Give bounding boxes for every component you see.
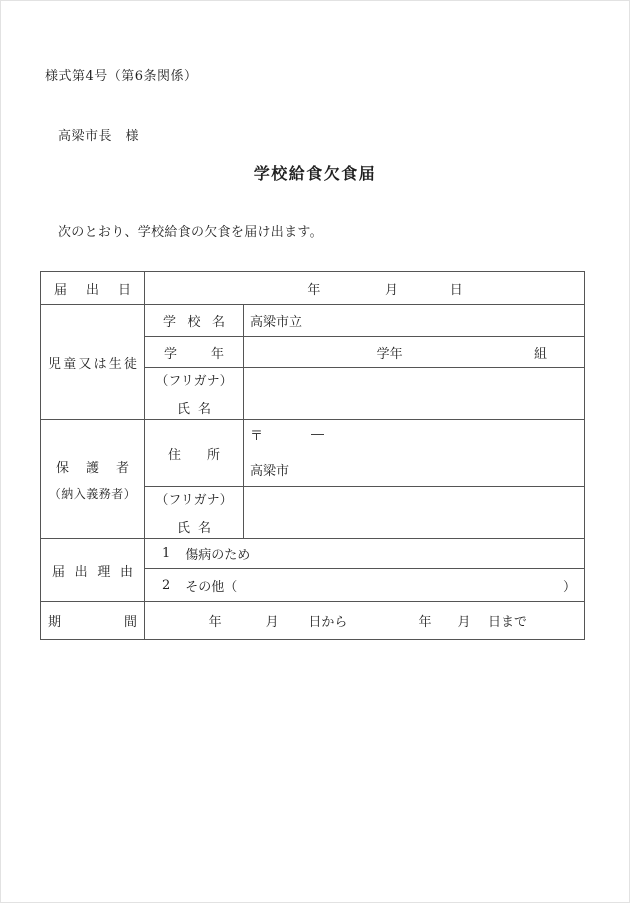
guardian-name-label-cell	[145, 487, 244, 539]
period-from-month-label: 月	[265, 615, 279, 630]
guardian-section-sublabel: （納入義務者）	[48, 486, 137, 501]
addressee: 高梁市長 様	[58, 129, 140, 144]
address-value-cell	[244, 420, 585, 487]
period-blank-line	[145, 611, 584, 630]
period-to-day-label: 日まで	[488, 615, 528, 630]
reason-option1-number: 1	[162, 546, 171, 561]
guardian-section-label: 保 護 者	[56, 460, 129, 476]
reason-option2	[145, 576, 584, 595]
form-number: 様式第4号（第6条関係）	[45, 69, 198, 84]
period-row	[41, 602, 585, 640]
class-suffix-label: 組	[534, 346, 548, 362]
report-date-label: 届 出 日	[54, 282, 131, 298]
report-date-year-label: 年	[307, 282, 321, 298]
reason-section-label: 届 出 理 由	[52, 564, 133, 580]
report-date-value-cell	[145, 272, 585, 305]
school-name-value-cell	[244, 305, 585, 337]
student-section-label-cell	[41, 305, 145, 420]
guardian-name-value-cell	[244, 487, 585, 539]
reason-option2-number: 2	[162, 577, 171, 593]
reason-section-label-cell	[41, 539, 145, 602]
address-value-block	[244, 420, 584, 486]
reason-option2-cell	[145, 569, 585, 602]
reason-option1-row	[41, 539, 585, 569]
reason-option1-text: 傷病のため	[185, 548, 251, 563]
report-date-day-label: 日	[449, 282, 463, 298]
report-date-row	[41, 272, 585, 305]
school-name-label-cell	[145, 305, 244, 337]
period-value-cell	[145, 602, 585, 640]
school-name-row	[41, 305, 585, 337]
reason-option2-text: その他（	[185, 579, 238, 595]
absence-notification-table	[40, 271, 585, 640]
period-to-year-label: 年	[418, 615, 432, 630]
address-label: 住 所	[168, 447, 220, 463]
student-name-label: 氏 名	[177, 402, 211, 417]
postal-separator: ―	[311, 427, 325, 442]
school-name-label: 学 校 名	[163, 315, 225, 330]
page-title: 学校給食欠食届	[253, 164, 377, 183]
report-date-month-label: 月	[384, 282, 398, 298]
period-from-year-label: 年	[208, 615, 222, 630]
grade-suffix-label: 学年	[376, 346, 403, 362]
school-name-value: 高梁市立	[250, 315, 303, 330]
address-row	[41, 420, 585, 487]
grade-label: 学 年	[164, 346, 224, 362]
guardian-name-label: 氏 名	[177, 521, 211, 536]
period-label-cell	[41, 602, 145, 640]
postal-code-line	[250, 425, 578, 444]
guardian-section-label-block	[41, 457, 144, 502]
grade-label-cell	[145, 337, 244, 368]
report-date-blank-line	[145, 279, 584, 298]
period-label: 期 間	[48, 615, 137, 630]
guardian-name-label-block	[145, 489, 243, 536]
intro-text: 次のとおり、学校給食の欠食を届け出ます。	[58, 225, 323, 240]
guardian-section-label-cell	[41, 420, 145, 539]
student-name-label-cell	[145, 368, 244, 420]
student-name-value-cell	[244, 368, 585, 420]
report-date-label-cell	[41, 272, 145, 305]
address-label-cell	[145, 420, 244, 487]
address-city-prefix: 高梁市	[250, 464, 290, 479]
period-from-day-label: 日から	[308, 615, 348, 630]
reason-option1-cell	[145, 539, 585, 569]
postal-mark: 〒	[250, 429, 264, 444]
student-name-label-block	[145, 370, 243, 417]
guardian-furigana-label: （フリガナ）	[155, 493, 233, 508]
student-section-label: 児 童 又 は 生 徒	[48, 356, 137, 372]
grade-blank-line	[244, 343, 584, 362]
student-furigana-label: （フリガナ）	[155, 374, 233, 389]
reason-option1	[145, 544, 584, 563]
reason-option2-suffix: ）	[563, 579, 577, 595]
grade-value-cell	[244, 337, 585, 368]
period-to-month-label: 月	[457, 615, 471, 630]
